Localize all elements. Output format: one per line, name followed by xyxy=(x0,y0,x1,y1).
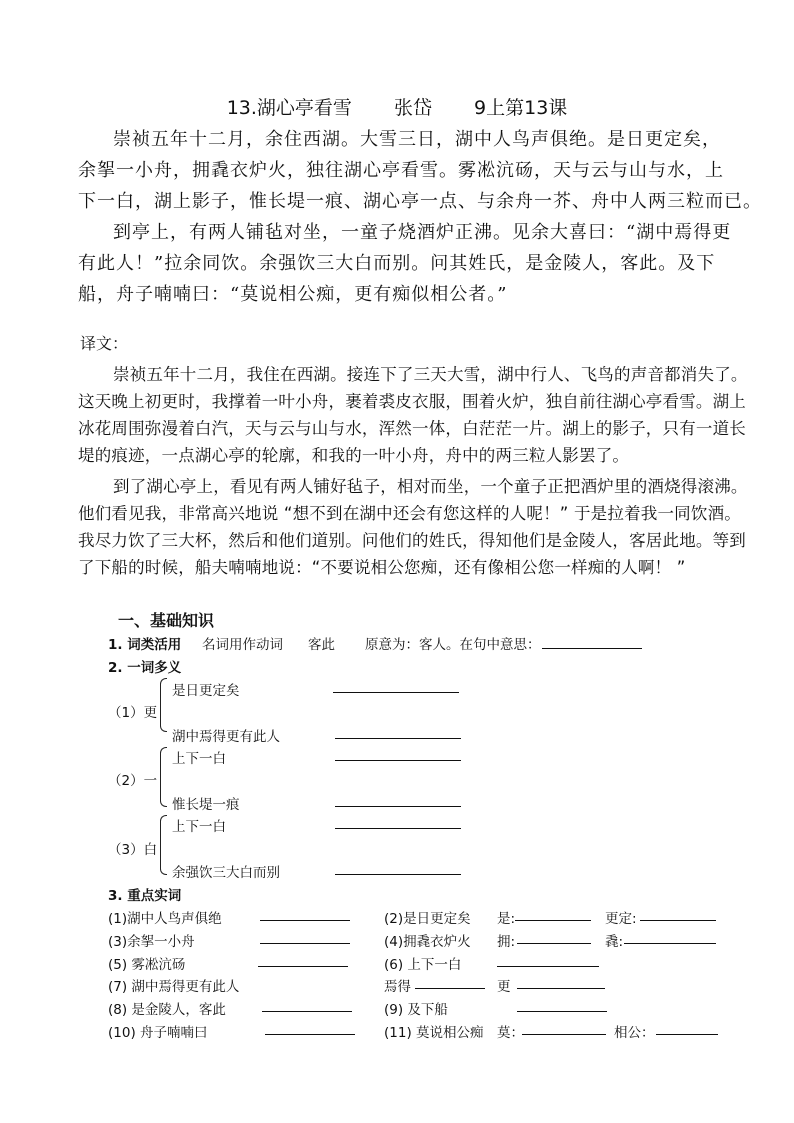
answer-blank[interactable] xyxy=(656,1034,718,1035)
polysemy-head: （1）更 xyxy=(108,705,158,721)
translation-label: 译文： xyxy=(80,334,129,353)
vocab-subword: 相公： xyxy=(614,1025,655,1041)
q3-label: 3. 重点实词 xyxy=(108,888,182,904)
answer-blank[interactable] xyxy=(542,648,642,649)
vocab-item: (3)余挐一小舟 xyxy=(108,934,195,950)
answer-blank[interactable] xyxy=(640,920,716,921)
q1-word: 客此 xyxy=(308,637,335,653)
answer-blank[interactable] xyxy=(517,988,605,989)
vocab-item: (4)拥毳衣炉火 xyxy=(384,934,471,950)
vocab-item: 焉得 xyxy=(384,979,411,995)
vocab-item: (2)是日更定矣 xyxy=(384,911,471,927)
vocab-item: (1)湖中人鸟声俱绝 xyxy=(108,911,222,927)
original-line: 有此人！”拉余同饮。余强饮三大白而别。问其姓氏，是金陵人，客此。及下 xyxy=(78,253,716,274)
original-line: 余挐一小舟，拥毳衣炉火，独往湖心亭看雪。雾凇沆砀，天与云与山与水，上 xyxy=(78,160,724,181)
polysemy-item: 上下一白 xyxy=(172,751,226,767)
vocab-item: (11) 莫说相公痴 xyxy=(384,1025,484,1041)
answer-blank[interactable] xyxy=(258,966,348,967)
answer-blank[interactable] xyxy=(624,943,716,944)
q1-type: 名词用作动词 xyxy=(202,637,283,653)
polysemy-item: 余强饮三大白而别 xyxy=(172,865,280,881)
answer-blank[interactable] xyxy=(497,966,599,967)
answer-blank[interactable] xyxy=(335,738,461,739)
translation-line: 到了湖心亭上，看见有两人铺好毡子，相对而坐，一个童子正把酒炉里的酒烧得滚沸。 xyxy=(113,477,748,496)
vocab-item: (5) 雾凇沆砀 xyxy=(108,957,186,973)
answer-blank[interactable] xyxy=(260,920,350,921)
q1-meaning: 原意为：客人。在句中意思： xyxy=(365,637,541,653)
answer-blank[interactable] xyxy=(522,1034,606,1035)
answer-blank[interactable] xyxy=(517,1011,607,1012)
polysemy-head: （3）白 xyxy=(108,842,158,858)
answer-blank[interactable] xyxy=(517,943,591,944)
page-title xyxy=(0,93,794,120)
answer-blank[interactable] xyxy=(515,920,591,921)
translation-line: 我尽力饮了三大杯，然后和他们道别。问他们的姓氏，得知他们是金陵人，客居此地。等到 xyxy=(78,531,746,550)
q2-label: 2. 一词多义 xyxy=(108,660,182,676)
translation-line: 了下船的时候，船夫喃喃地说：“不要说相公您痴，还有像相公您一样痴的人啊！ ” xyxy=(78,558,686,577)
section-heading: 一、基础知识 xyxy=(118,611,215,630)
vocab-item: (8) 是金陵人，客此 xyxy=(108,1002,226,1018)
polysemy-item: 上下一白 xyxy=(172,819,226,835)
polysemy-item: 湖中焉得更有此人 xyxy=(172,729,280,745)
lesson-title: 13.湖心亭看雪 xyxy=(226,97,352,119)
answer-blank[interactable] xyxy=(265,1034,355,1035)
translation-line: 崇祯五年十二月，我住在西湖。接连下了三天大雪，湖中行人、飞鸟的声音都消失了。 xyxy=(113,365,748,384)
answer-blank[interactable] xyxy=(335,760,461,761)
vocab-item: (6) 上下一白 xyxy=(384,957,462,973)
vocab-subword: 是: xyxy=(497,911,516,927)
answer-blank[interactable] xyxy=(260,943,350,944)
original-line: 下一白，湖上影子，惟长堤一痕、湖心亭一点、与余舟一芥、舟中人两三粒而已。 xyxy=(78,191,762,212)
answer-blank[interactable] xyxy=(335,874,461,875)
lesson-number: 9上第13课 xyxy=(474,97,568,119)
answer-blank[interactable] xyxy=(415,988,485,989)
polysemy-head: （2）一 xyxy=(108,773,158,789)
author-name: 张岱 xyxy=(393,97,432,119)
vocab-item: (7) 湖中焉得更有此人 xyxy=(108,979,240,995)
answer-blank[interactable] xyxy=(335,828,461,829)
brace xyxy=(160,678,167,732)
original-line: 到亭上，有两人铺毡对坐，一童子烧酒炉正沸。见余大喜曰：“湖中焉得更 xyxy=(113,222,732,243)
answer-blank[interactable] xyxy=(333,692,459,693)
original-line: 崇祯五年十二月，余住西湖。大雪三日，湖中人鸟声俱绝。是日更定矣， xyxy=(113,129,721,150)
vocab-subword: 毳: xyxy=(605,934,624,950)
vocab-subword: 更定: xyxy=(605,911,637,927)
vocab-item: (10) 舟子喃喃曰 xyxy=(108,1025,208,1041)
q1-label: 1. 词类活用 xyxy=(108,637,182,653)
answer-blank[interactable] xyxy=(262,1011,352,1012)
translation-line: 冰花周围弥漫着白汽，天与云与山与水，浑然一体，白茫茫一片。湖上的影子，只有一道长 xyxy=(78,419,746,438)
polysemy-item: 是日更定矣 xyxy=(172,683,240,699)
brace xyxy=(160,815,167,875)
vocab-subword: 拥: xyxy=(497,934,516,950)
answer-blank[interactable] xyxy=(335,806,461,807)
vocab-subword: 更 xyxy=(497,979,511,995)
vocab-subword: 莫： xyxy=(497,1025,524,1041)
translation-line: 堤的痕迹，一点湖心亭的轮廓，和我的一叶小舟，舟中的两三粒人影罢了。 xyxy=(78,446,630,465)
translation-line: 他们看见我，非常高兴地说 “想不到在湖中还会有您这样的人呢！” 于是拉着我一同饮酒。 xyxy=(78,504,741,523)
translation-line: 这天晚上初更时，我撑着一叶小舟，裹着裘皮衣服，围着火炉，独自前往湖心亭看雪。湖上 xyxy=(78,392,746,411)
original-line: 船，舟子喃喃曰：“莫说相公痴，更有痴似相公者。” xyxy=(78,284,508,305)
brace xyxy=(160,747,167,807)
vocab-item: (9) 及下船 xyxy=(384,1002,448,1018)
polysemy-item: 惟长堤一痕 xyxy=(172,797,240,813)
